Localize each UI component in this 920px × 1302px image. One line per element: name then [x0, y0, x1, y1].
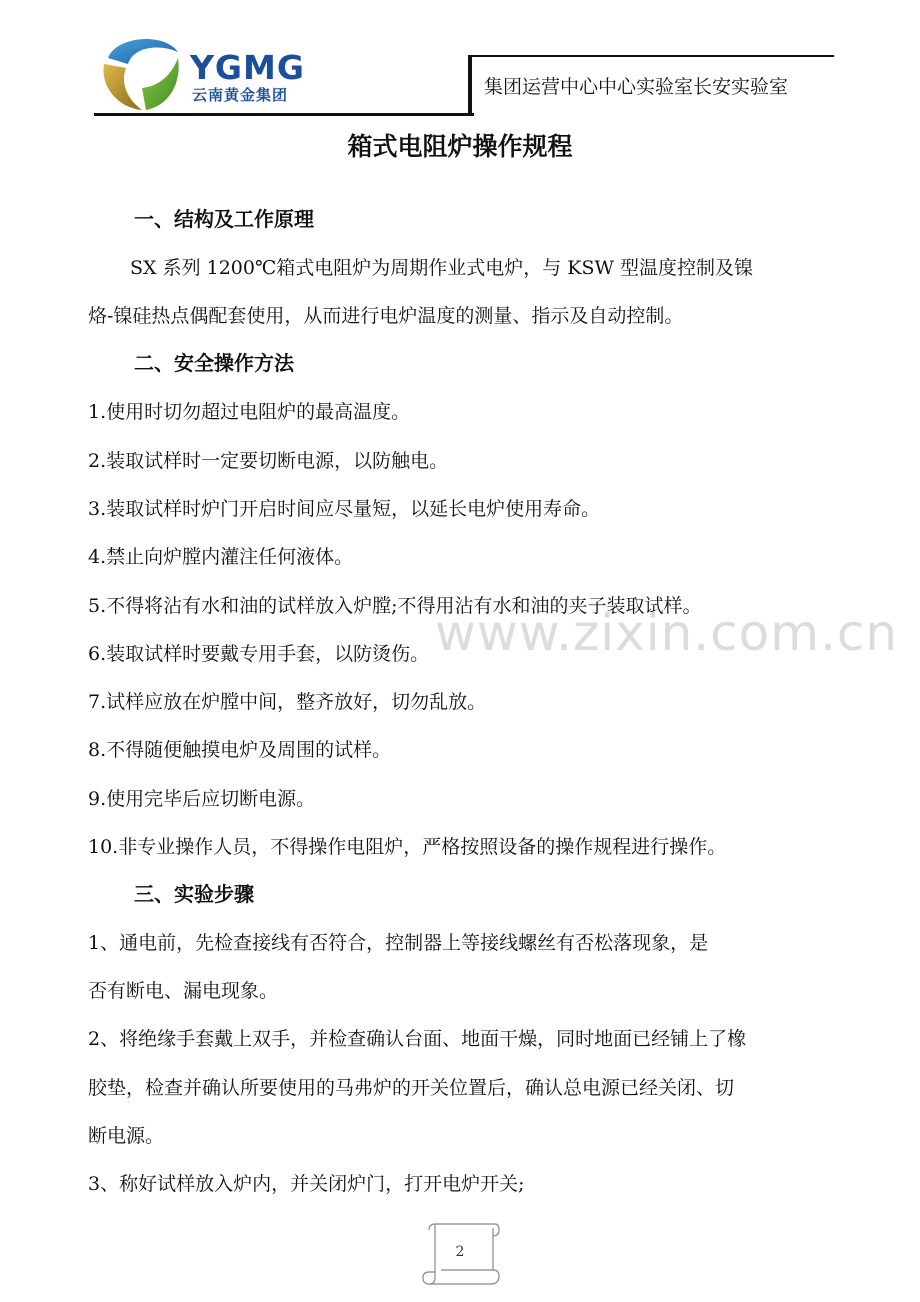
list-item: 2.装取试样时一定要切断电源，以防触电。 — [88, 450, 449, 472]
brand-name-chinese: 云南黄金集团 — [192, 86, 289, 104]
page-header — [0, 0, 920, 130]
list-item: 5.不得将沾有水和油的试样放入炉膛;不得用沾有水和油的夹子装取试样。 — [88, 595, 702, 617]
section-heading: 二、安全操作方法 — [134, 351, 294, 375]
watermark: www.zixin.com.cn — [435, 604, 899, 662]
list-item: 1.使用时切勿超过电阻炉的最高温度。 — [88, 401, 411, 423]
paragraph-line: 烙-镍硅热点偶配套使用，从而进行电炉温度的测量、指示及自动控制。 — [88, 305, 684, 327]
header-rule-vertical — [468, 55, 472, 115]
page-number: 2 — [455, 1244, 465, 1260]
list-item: 7.试样应放在炉膛中间，整齐放好，切勿乱放。 — [88, 691, 487, 713]
list-item: 6.装取试样时要戴专用手套，以防烫伤。 — [88, 643, 430, 665]
paragraph-line: 1、通电前，先检查接线有否符合，控制器上等接线螺丝有否松落现象，是 — [88, 932, 709, 954]
department-label: 集团运营中心中心实验室长安实验室 — [484, 76, 789, 98]
section-heading: 一、结构及工作原理 — [134, 207, 314, 231]
list-item: 4.禁止向炉膛内灌注任何液体。 — [88, 546, 354, 568]
paragraph-line: SX 系列 1200℃箱式电阻炉为周期作业式电炉，与 KSW 型温度控制及镍 — [130, 257, 754, 279]
brand-name: YGMG — [190, 48, 305, 87]
list-item: 10.非专业操作人员，不得操作电阻炉，严格按照设备的操作规程进行操作。 — [88, 836, 727, 858]
list-item: 8.不得随便触摸电炉及周围的试样。 — [88, 739, 392, 761]
header-rule-left — [94, 113, 474, 116]
paragraph-line: 2、将绝缘手套戴上双手，并检查确认台面、地面干燥，同时地面已经铺上了橡 — [88, 1028, 747, 1050]
paragraph-line: 3、称好试样放入炉内，并关闭炉门，打开电炉开关; — [88, 1173, 525, 1195]
document-title: 箱式电阻炉操作规程 — [347, 132, 573, 161]
list-item: 3.装取试样时炉门开启时间应尽量短，以延长电炉使用寿命。 — [88, 498, 601, 520]
list-item: 9.使用完毕后应切断电源。 — [88, 788, 316, 810]
paragraph-line: 否有断电、漏电现象。 — [88, 980, 279, 1002]
paragraph-line: 胶垫，检查并确认所要使用的马弗炉的开关位置后，确认总电源已经关闭、切 — [88, 1077, 735, 1099]
ygmg-logo-icon — [98, 28, 182, 112]
section-heading: 三、实验步骤 — [134, 882, 254, 906]
paragraph-line: 断电源。 — [88, 1125, 165, 1147]
header-rule-right — [472, 55, 834, 57]
